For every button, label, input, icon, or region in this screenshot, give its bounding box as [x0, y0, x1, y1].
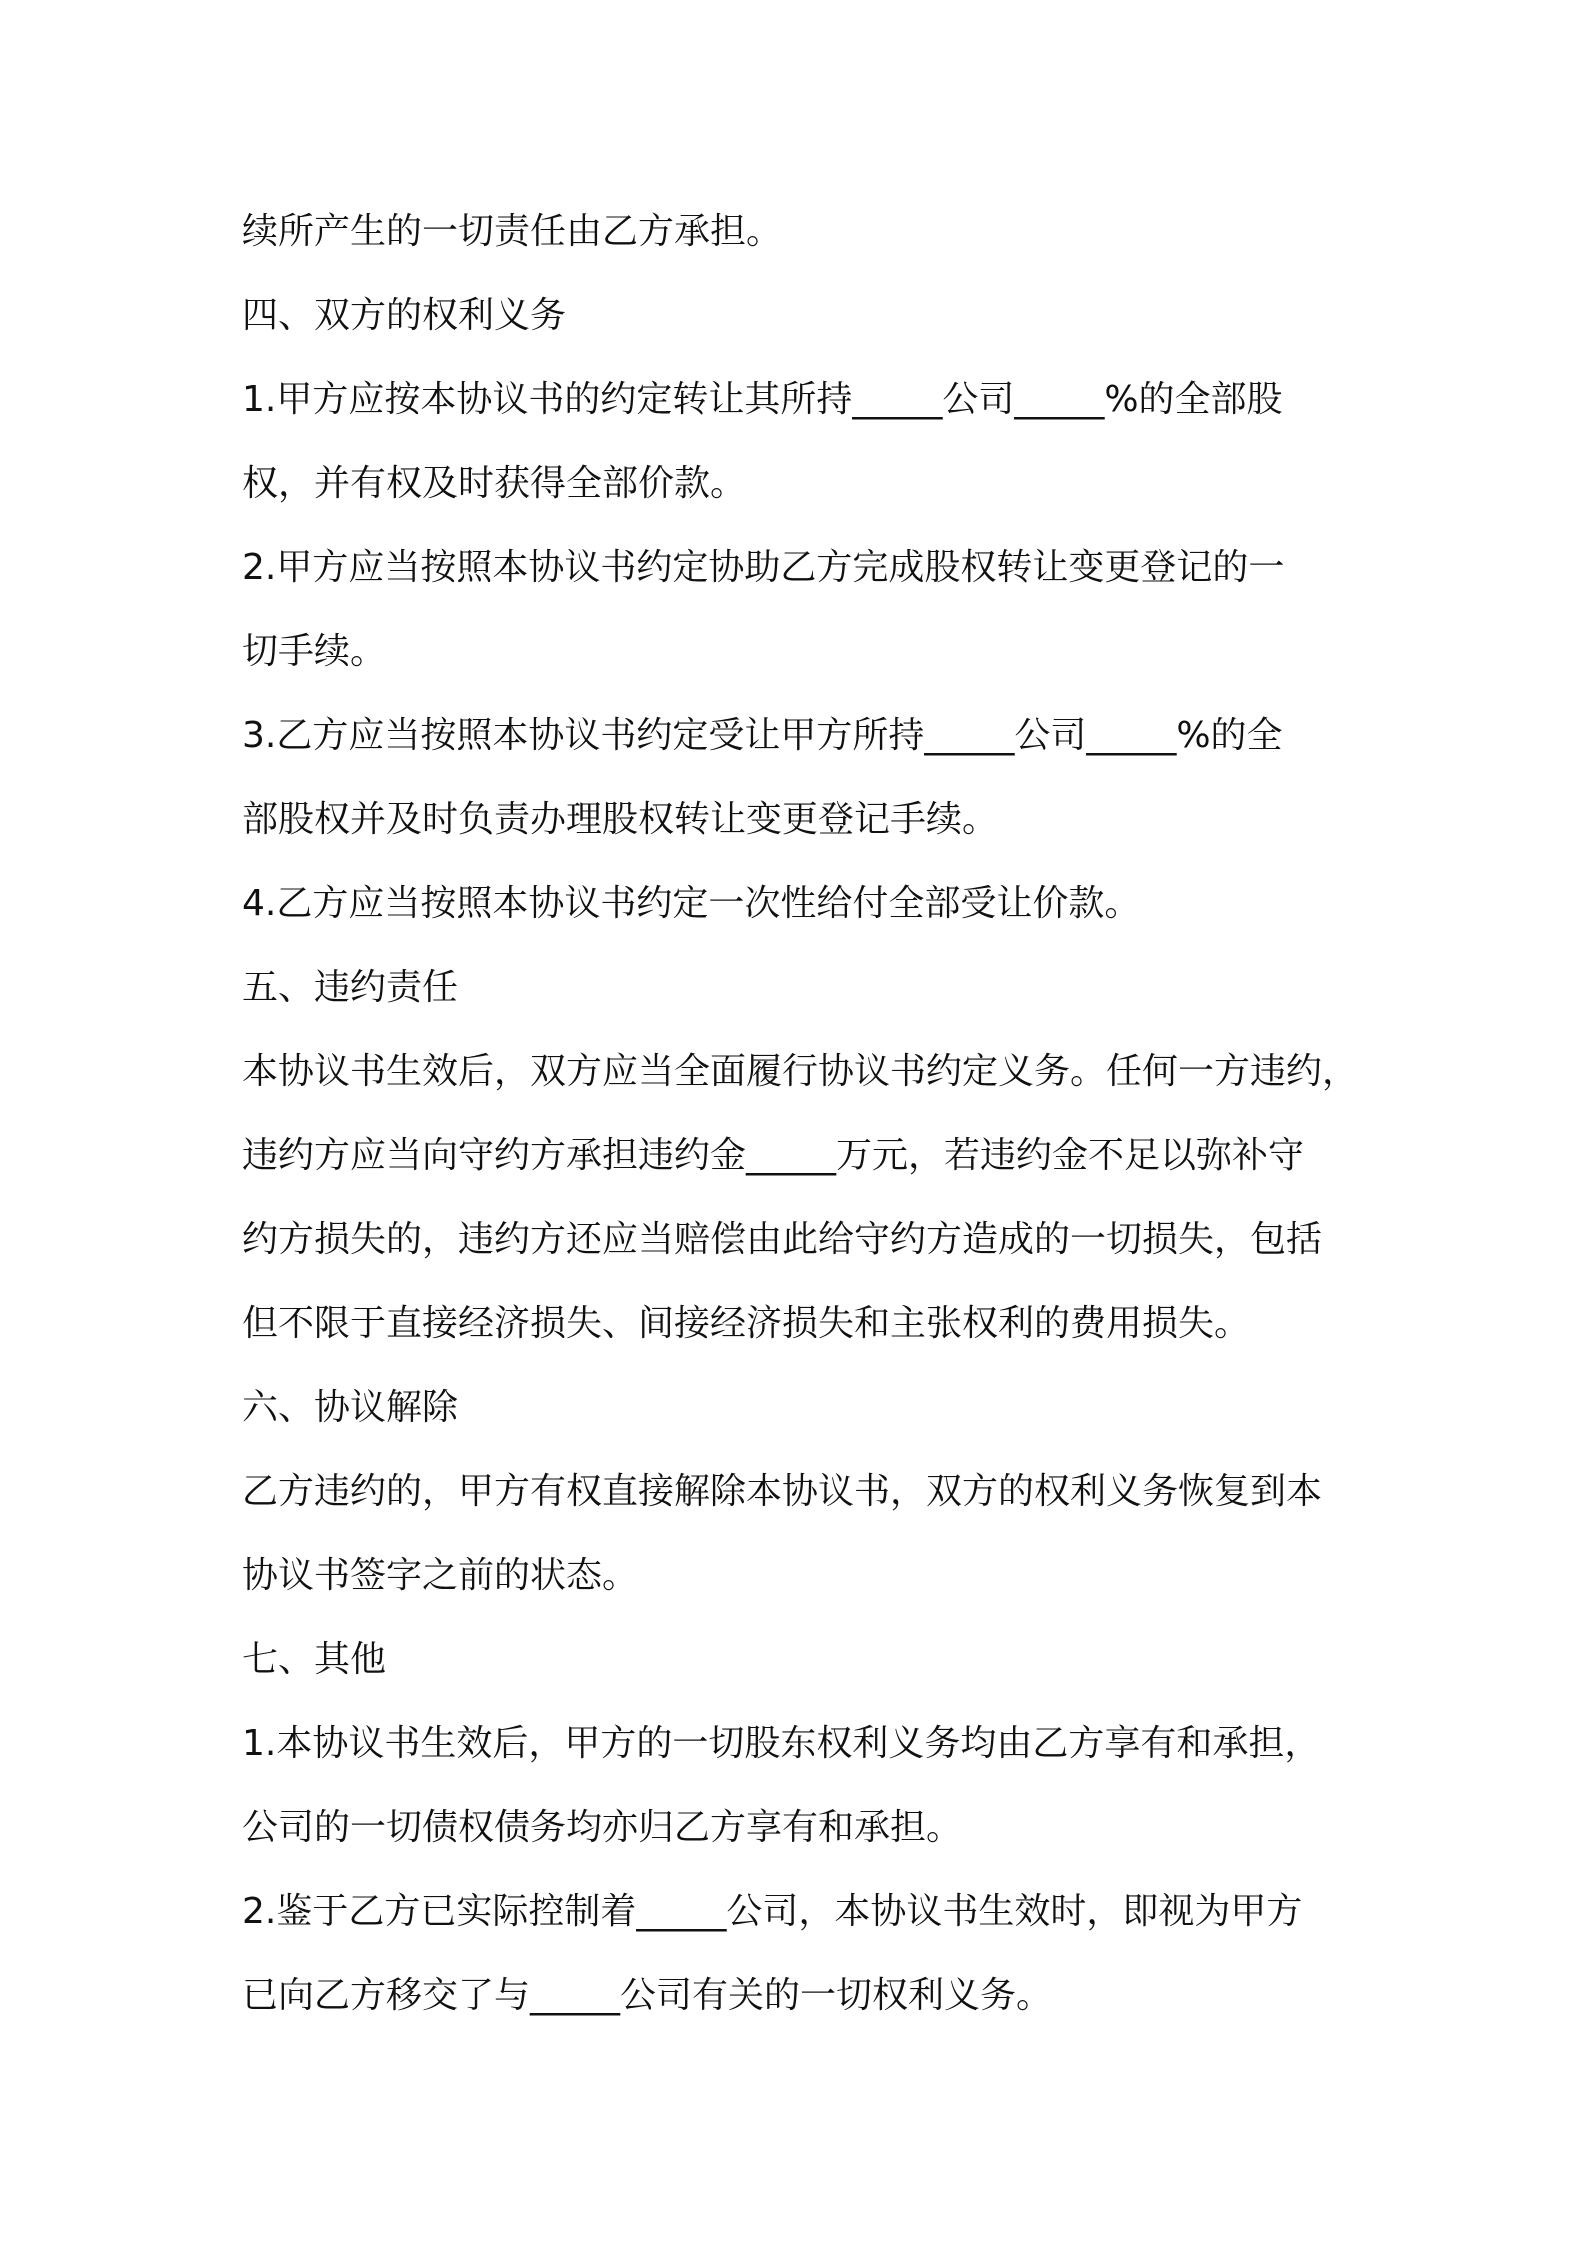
text-line: 4.乙方应当按照本协议书约定一次性给付全部受让价款。 [242, 883, 1141, 924]
text-line: 本协议书生效后，双方应当全面履行协议书约定义务。任何一方违约， [242, 1051, 1359, 1092]
text-line: 违约方应当向守约方承担违约金_____万元，若违约金不足以弥补守 [242, 1135, 1305, 1176]
section-heading-other: 七、其他 [242, 1639, 387, 1680]
text-line: 续所产生的一切责任由乙方承担。 [242, 211, 783, 252]
document-body [242, 190, 1362, 2038]
text-line: 部股权并及时负责办理股权转让变更登记手续。 [242, 799, 999, 840]
text-line: 权，并有权及时获得全部价款。 [242, 463, 747, 504]
text-line: 但不限于直接经济损失、间接经济损失和主张权利的费用损失。 [242, 1303, 1251, 1344]
text-line: 乙方违约的，甲方有权直接解除本协议书，双方的权利义务恢复到本 [242, 1471, 1323, 1512]
text-line: 2.鉴于乙方已实际控制着_____公司，本协议书生效时，即视为甲方 [242, 1891, 1303, 1932]
section-heading-termination: 六、协议解除 [242, 1387, 459, 1428]
text-line: 已向乙方移交了与_____公司有关的一切权利义务。 [242, 1975, 1053, 2016]
text-line: 2.甲方应当按照本协议书约定协助乙方完成股权转让变更登记的一 [242, 547, 1285, 588]
text-line: 1.甲方应按本协议书的约定转让其所持_____公司_____%的全部股 [242, 379, 1283, 420]
text-line: 约方损失的，违约方还应当赔偿由此给守约方造成的一切损失，包括 [242, 1219, 1323, 1260]
text-line: 公司的一切债权债务均亦归乙方享有和承担。 [242, 1807, 963, 1848]
text-line: 3.乙方应当按照本协议书约定受让甲方所持_____公司_____%的全 [242, 715, 1283, 756]
section-heading-breach-liability: 五、违约责任 [242, 967, 459, 1008]
section-heading-rights-obligations: 四、双方的权利义务 [242, 295, 567, 336]
text-line: 协议书签字之前的状态。 [242, 1555, 639, 1596]
text-line: 1.本协议书生效后，甲方的一切股东权利义务均由乙方享有和承担， [242, 1723, 1321, 1764]
text-line: 切手续。 [242, 631, 387, 672]
